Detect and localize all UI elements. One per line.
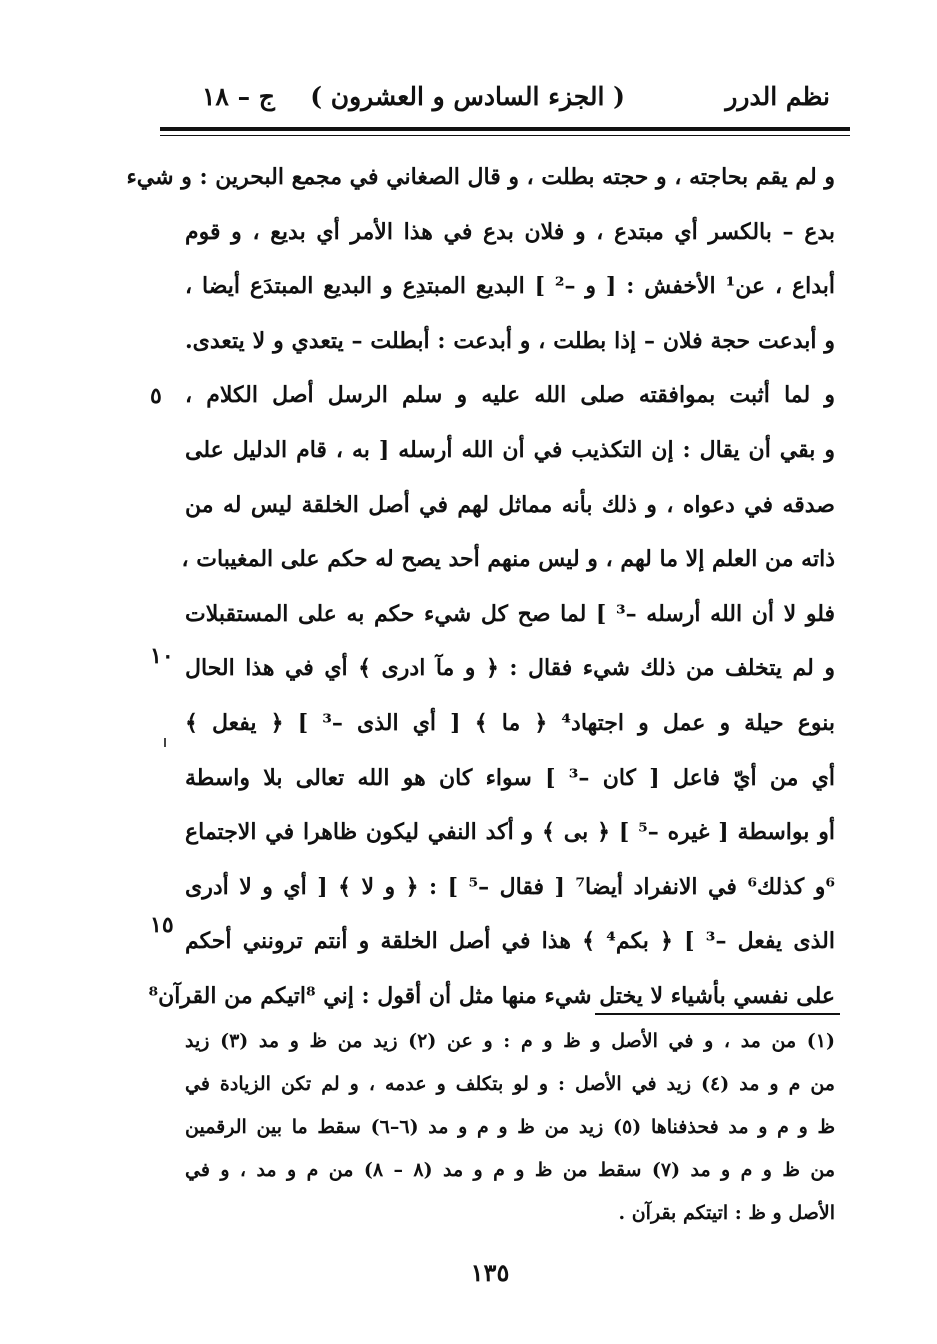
text-line: أو بواسطة [ غيره –⁵ ] ﴿ بى ﴾ و أكد النفي ليكون ظاهرا في الاجتماع [185,819,835,846]
header-rule-thick [160,127,850,131]
text-line: و لم يتخلف من ذلك شيء فقال : ﴿ و مآ ادرى ﴾ أي في هذا الحال [185,655,835,682]
line-number-10: ١٠ [150,643,174,669]
text-line: بنوع حيلة و عمل و اجتهاد⁴ ﴿ ما ﴾ [ أي الذى –³ ] ﴿ يفعل ﴾ [185,709,835,736]
footnote-separator [595,1013,840,1015]
text-line: و لم يقم بحاجته ، و حجته بطلت ، و قال الصغاني في مجمع البحرين : و شيء [126,164,835,190]
running-header [190,78,830,118]
volume-number: ج – ١٨ [202,82,275,111]
footnote-line: (١) من مد ، و في الأصل و ظ و م : و عن (٢) زيد من ظ و مد (٣) زيد [185,1030,835,1052]
text-line: ذاته من العلم إلا ما لهم ، و ليس منهم أحد يصح له حكم على المغيبات ، [181,546,835,573]
line-number-15: ١٥ [150,912,174,938]
text-line: على نفسي بأشياء لا يختل شيء منها مثل أن أقول : إني ⁸اتيكم من القرآن⁸ [148,982,835,1009]
page-number: ١٣٥ [470,1258,510,1287]
book-title: نظم الدرر [725,82,830,111]
line-number-5: ٥ [150,383,162,409]
footnote-line: من م و مد (٤) زيد في الأصل : و لو بتكلف و عدمه ، و لم تكن الزيادة في [185,1073,835,1095]
footnote-line: ظ و م و مد فحذفناها (٥) زيد من ظ و م و مد (٦–٦) سقط ما بين الرقمين [185,1116,836,1138]
text-line: أي من أيّ فاعل [ كان –³ ] سواء كان هو الله تعالى بلا واسطة [185,764,835,791]
text-line: بدع – بالكسر أي مبتدع ، و فلان بدع في هذا الأمر أي بديع ، و قوم [185,218,835,245]
text-line: الذى يفعل –³ ] ﴿ بكم⁴ ﴾ هذا في أصل الخلقة و أنتم ترونني أحكم [185,928,835,955]
footnote-line: من ظ و م و مد (٧) سقط من ظ و م و مد (٨ – ٨) من م و مد ، و في [185,1159,836,1181]
text-line: فلو لا أن الله أرسله –³ ] لما صح كل شيء حكم به على المستقبلات [185,600,835,627]
print-speck [164,738,166,747]
text-line: و لما أثبت بموافقته صلى الله عليه و سلم الرسل أصل الكلام ، [185,382,835,409]
text-line: و أبدعت حجة فلان – إذا بطلت ، و أبدعت : أبطلت – يتعدي و لا يتعدى. [185,327,835,354]
part-title: ( الجزء السادس و العشرون ) [310,82,625,111]
header-rule-thin [160,135,850,136]
footnote-line: الأصل و ظ : اتيتكم بقرآن . [618,1202,835,1224]
text-line: أبداع ، عن¹ الأخفش : [ و –² ] البديع المبتدِع و البديع المبتدَع أيضا ، [185,273,835,300]
text-line: صدقه في دعواه ، و ذلك بأنه مماثل لهم في أصل الخلقة ليس له من [185,491,835,518]
text-line: ⁶و كذلك⁶ في الانفراد أيضا⁷ [ فقال –⁵ ] : ﴿ و لا ﴾ [ أي و لا أدرى [185,873,835,900]
footnotes [185,1020,835,1235]
text-line: و بقي أن يقال : إن التكذيب في أن الله أرسله [ به ، قام الدليل على [185,436,835,463]
